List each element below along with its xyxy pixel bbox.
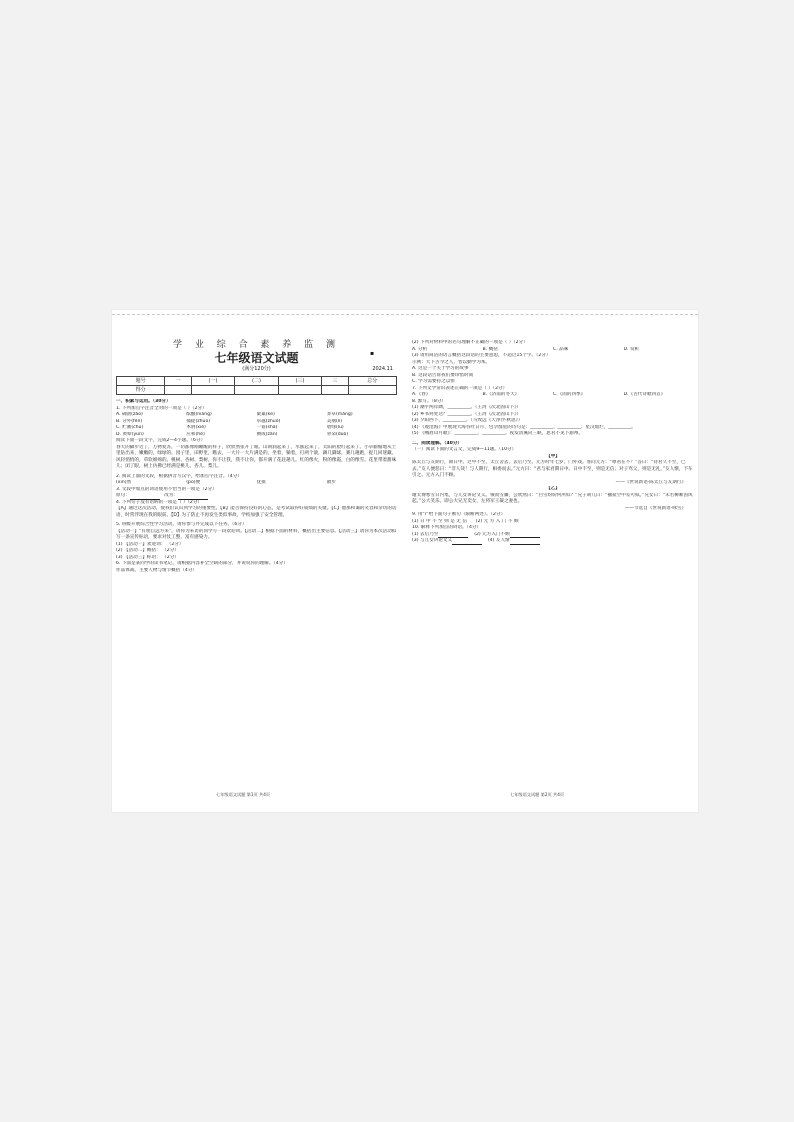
question-10: 10. 解释下列加点的词语。（4分） (412, 525, 482, 530)
score-cell: 三 (322, 377, 348, 386)
passage-label-yi: 【乙】 (546, 486, 560, 491)
score-cell: 总分 (348, 377, 396, 386)
option-item: 莽草(mǎng) (326, 412, 353, 417)
q5-item: (2) 【活动二】概括： （2分） (116, 548, 179, 553)
word-item: (1) 去后乃至 (412, 531, 439, 537)
option-item: D. 赏析 (623, 346, 640, 352)
question-8: 8. 默写。（8分） (412, 398, 447, 404)
option-item: A.《春》 (412, 392, 431, 397)
example-answer: 示例：天下古今之人，皆以勤学为本。 (412, 359, 491, 365)
score-cell: (一) (191, 377, 234, 386)
passage-source: ——节选自《世说新语·咏雪》 (624, 505, 686, 511)
score-cell: (二) (235, 377, 278, 386)
passage-source: ——《世说新语·陈太丘与友期行》 (615, 479, 686, 485)
word-item: (2) 元方入门不顾 (474, 531, 510, 537)
exam-title: 七年级语文试题 (214, 351, 299, 365)
score-cell[interactable] (278, 386, 321, 395)
section-heading: 二、阅读理解。（40分） (412, 440, 463, 446)
question-5-material: 【活动一】“有朋自远方来”，请你为来访的同学写一段欢迎词。【活动二】根据下面的材料，概括出主要信息。【活动三】请你为本次活动拟写一条宣传标语，要求对仗工整，富有感染力。 (116, 528, 397, 540)
full-score: (满分120分) (242, 366, 271, 372)
q2-items (116, 480, 397, 487)
option-item: 碧绿(lǜ) (326, 425, 344, 430)
q5-item: (3) 【活动三】标语： （2分） (116, 554, 179, 560)
answer-blank[interactable] (510, 540, 540, 545)
option-item: 一霎(shà) (256, 425, 278, 430)
option-item: 攒成(zǎn) (256, 431, 278, 437)
score-cell: 一 (165, 377, 191, 386)
q8-item: (4) 《观沧海》中展现大海吞吐日月、包孕群星的诗句是：__________，__________；星汉灿烂，__________。 (412, 424, 636, 430)
page-footer-left: 七年级语文试题 第1页 共4页 (216, 792, 271, 797)
q8-item: (2) 乡书何处达？__________。（王湾《次北固山下》） (412, 411, 522, 417)
reading-paragraph: 春天的脚步近了，万物复苏，一切都像刚睡醒的样子，欣欣然张开了眼。山朗润起来了，水涨起来了，太阳的脸红起来了。小草偷偷地从土里钻出来，嫩嫩的，绿绿的。园子里，田野里，瞧去，一大片一大片满是的。坐着，躺着，打两个滚，踢几脚球，赛几趟跑，捉几回迷藏。风轻悄悄的，草软绵绵的。桃树、杏树、梨树，你不让我，我不让你，都开满了花赶趟儿。红的像火，粉的像霞，白的像雪。花里带着甜味儿；闭了眼，树上仿佛已经满是桃儿、杏儿、梨儿。 (116, 444, 397, 469)
option-item: B. 这段话告诉我们要珍惜时间 (412, 372, 474, 378)
pinyin-item: 抚摸 (256, 480, 266, 485)
page-right (412, 340, 694, 545)
passage-jia: 陈太丘与友期行，期日中。过中不至，太丘舍去，去后乃至。元方时年七岁，门外戏。客问元方：“尊君在不？”答曰：“待君久不至，已去。”友人便怒曰：“非人哉！与人期行，相委而去。”元方曰：“君与家君期日中。日中不至，则是无信；对子骂父，则是无礼。”友人惭，下车引之。元方入门不顾。 (412, 460, 693, 478)
score-cell: 得分 (117, 386, 165, 395)
word-item: (3) 与儿女讲论文义 (412, 538, 453, 543)
sentence-item: (1) 日 中 不 至 则 是 无 信 (412, 518, 467, 524)
option-item: 木屑(xiè) (186, 425, 206, 430)
question-4: 4. 下列句子没有语病的一项是（ ）（2分） (116, 499, 203, 505)
section-heading: 一、积累与运用。（30分） (116, 399, 171, 404)
option-item: 卓越(zhuó) (256, 418, 281, 424)
score-table-value-row (117, 386, 397, 395)
pinyin-item: (xīn)然 (116, 480, 132, 485)
q8-item: (1) 潮平两岸阔，__________。（王湾《次北固山下》） (412, 405, 522, 410)
question-r1: (2) 下列对材料中的名句理解不正确的一项是（ ）（2分） (412, 340, 528, 345)
question-2: 2. 阅读上面的文段，根据拼音写汉字，给加点字注音。（4分） (116, 473, 242, 479)
scan-mark: ▪ (370, 350, 375, 357)
answer-label: 原句： (116, 493, 130, 498)
scan-top-border (112, 314, 698, 315)
answer-blank[interactable] (178, 495, 208, 500)
answer-blank[interactable] (452, 540, 482, 545)
pinyin-item: (pō)便 (186, 480, 201, 485)
exam-subheader (116, 366, 397, 374)
option-item: 酝酿(niàng) (186, 412, 212, 417)
question-6: 6. 下面是某同学的读书笔记，请根据内容补全空缺的部分，并说说你的理解。（4分） (116, 561, 288, 566)
option-item: C.《雨的四季》 (553, 392, 586, 397)
q10-row (412, 538, 694, 545)
question-5: 5. 班级开展综合性学习活动，请你参与并完成以下任务。（6分） (116, 522, 247, 527)
option-item: A. 这是一个关于学习的故事 (412, 366, 469, 371)
option-item: A. 分析 (412, 346, 428, 352)
sentence-item: (2) 元 方 入 门 不 顾 (475, 518, 519, 524)
question-1: 1. 下列加点字注音全对的一项是（ ）（2分） (116, 405, 207, 411)
q7-options (412, 392, 694, 399)
option-item: B.《济南的冬天》 (482, 392, 520, 397)
option-item: B. 概括 (482, 346, 498, 352)
score-cell: (三) (278, 377, 321, 386)
score-table-header-row (117, 377, 397, 386)
exam-series: 学 业 综 合 素 养 监 测 (172, 340, 341, 350)
exam-date: 2024.11 (372, 366, 393, 372)
score-cell[interactable] (235, 386, 278, 395)
passage-yi: 谢太傅寒雪日内集，与儿女讲论文义。俄而雪骤，公欣然曰：“白雪纷纷何所似？”兄子胡儿曰：“撒盐空中差可拟。”兄女曰：“未若柳絮因风起。”公大笑乐。即公大兄无奕女，左将军王凝之妻也。 (412, 492, 693, 504)
reading-instruction: 阅读下面一段文字，完成2—4小题。（6分） (116, 438, 206, 443)
page-left (116, 340, 397, 574)
option-item: A. 确凿(záo) (116, 412, 143, 417)
option-item: 美丽(lì) (326, 418, 343, 424)
q5-item: (1) 【活动一】欢迎词： （2分） (116, 541, 184, 547)
option-item: C. 品味 (553, 346, 569, 352)
option-item: C. 学习需要持之以恒 (412, 379, 455, 384)
question-4-options: 【A】通过这次活动，使我们认识到学习的重要性。【B】能否保持良好的心态，是考试取得好成绩的关键。【C】他那和蔼的笑容和亲切的话语，时常浮现在我的眼前。【D】为了防止不再发生类似事故，学校加强了安全管理。 (116, 506, 397, 518)
question-9: 9. 用“/”给下面句子断句（限断两处）。（2分） (412, 512, 506, 517)
passage-label-jia: 【甲】 (546, 453, 560, 459)
q8-item: (3) 夕阳西下，__________。（马致远《天净沙·秋思》） (412, 418, 523, 423)
word-item: (4) 友人惭 (487, 538, 510, 543)
question-3: 3. 文段中加点的词语使用不恰当的一项是（2分） (116, 486, 217, 492)
q8-item: (5) 《峨眉山月歌》：__________，__________。夜发清溪向三峡，思君不见下渝州。 (412, 431, 584, 436)
score-cell[interactable] (348, 386, 396, 395)
score-cell[interactable] (165, 386, 191, 395)
score-cell[interactable] (322, 386, 348, 395)
score-table (116, 376, 397, 395)
scanned-exam-sheet (112, 310, 698, 812)
option-item: C. 贮蓄(chǔ) (116, 425, 144, 430)
option-item: D.《古代诗歌四首》 (623, 392, 666, 397)
page-footer-right: 七年级语文试题 第2页 共4页 (510, 792, 565, 797)
answer-blank[interactable] (130, 495, 160, 500)
option-item: 窠巢(kē) (256, 412, 275, 417)
option-item: 捕捉(zhuō) (186, 418, 211, 424)
option-item: D. 黄晕(yùn) (116, 431, 144, 437)
option-item: 应和(hè) (186, 431, 205, 437)
pinyin-item: 散步 (326, 480, 336, 485)
question-r2: (3) 请用简洁的语言概括这段话的主要意思，不超过15个字。（2分） (412, 353, 551, 358)
score-cell[interactable] (191, 386, 234, 395)
option-item: 骨朵(duǒ) (326, 431, 349, 437)
score-cell: 题号 (117, 377, 165, 386)
option-item: B. 分外(fèn) (116, 418, 143, 424)
question-6-tail: 作品体裁、主要人物与情节概括（4分） (116, 567, 198, 573)
question-7: 7. 下列文学常识表述正确的一项是（ ）（2分） (412, 385, 508, 391)
subsection-heading: （一）阅读下面的文言文，完成9—11题。（10分） (412, 447, 517, 452)
answer-label: 改为： (164, 493, 178, 498)
